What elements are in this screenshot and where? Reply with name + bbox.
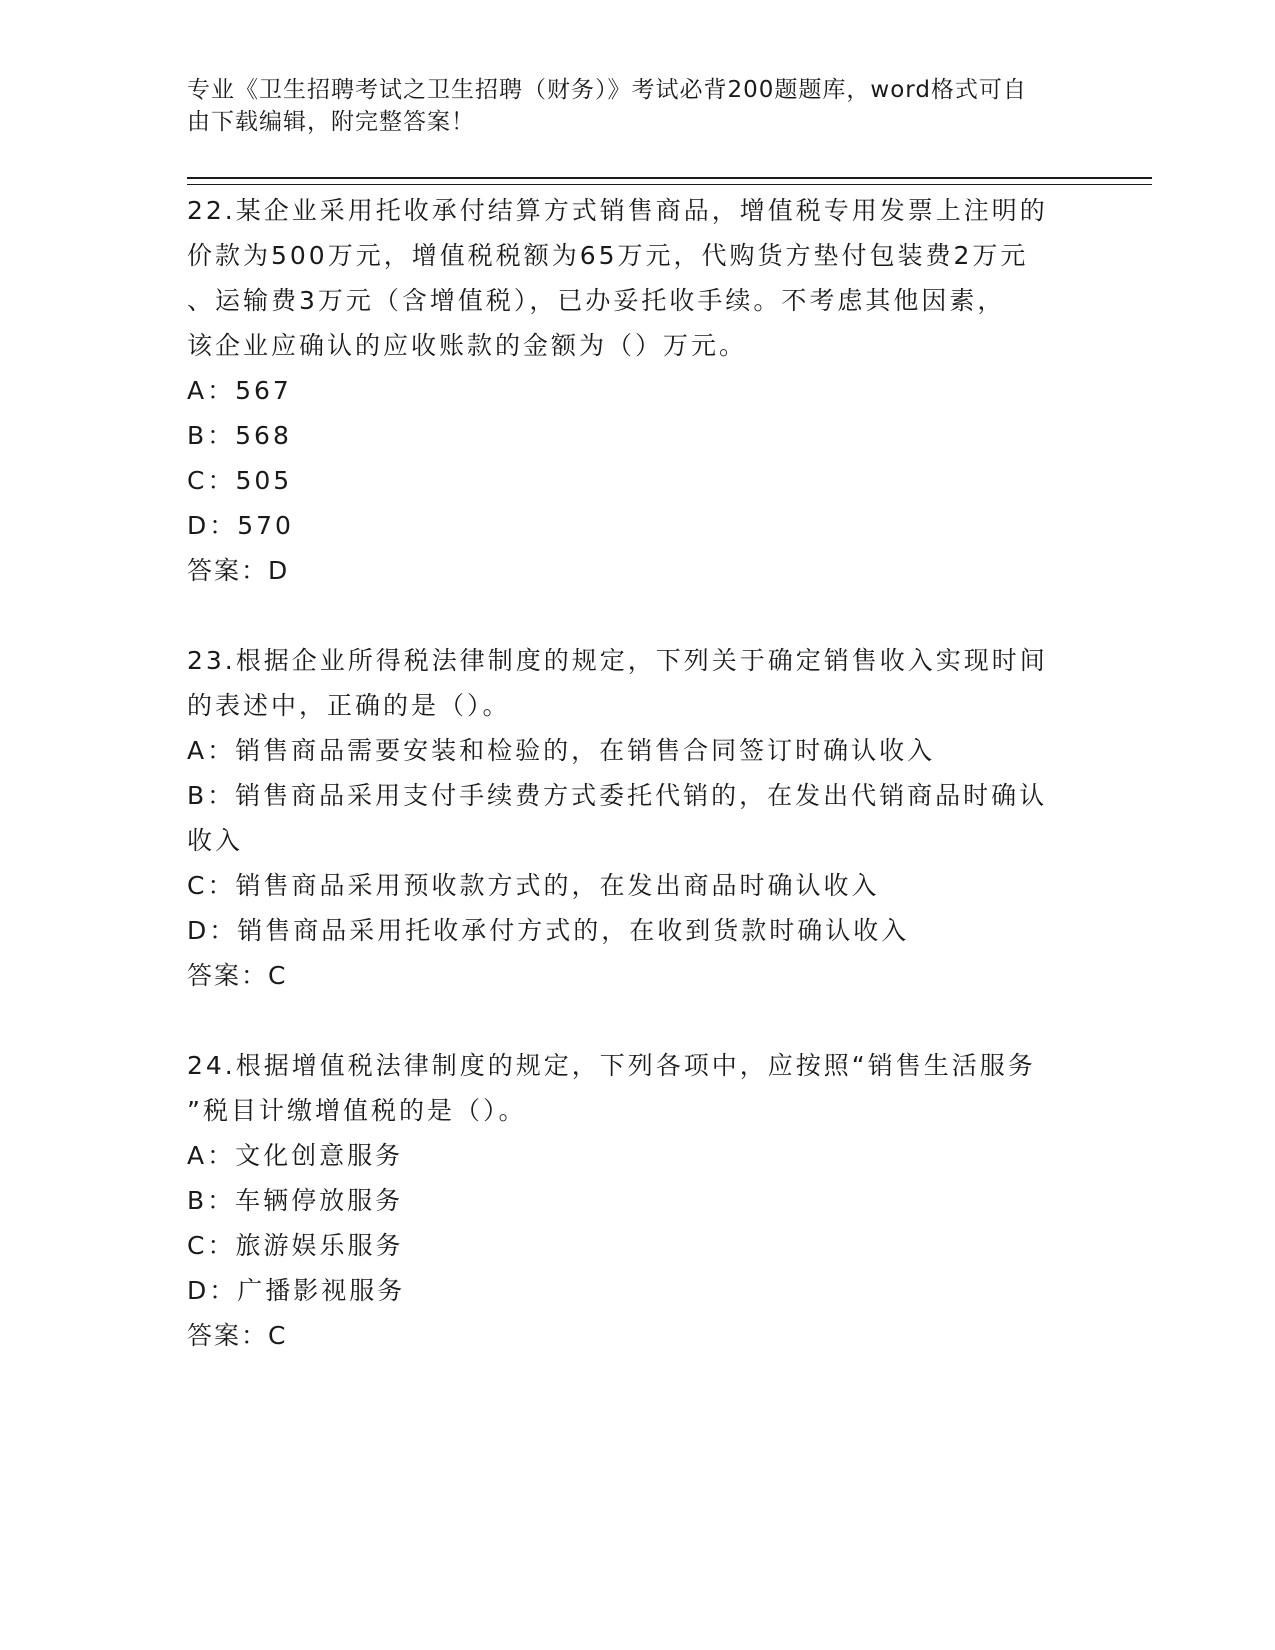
option-d: D：销售商品采用托收承付方式的，在收到货款时确认收入 — [187, 916, 910, 945]
question-23 — [187, 638, 1087, 998]
document-header — [187, 74, 1067, 138]
option-a: A：文化创意服务 — [187, 1141, 404, 1170]
option-a: A：销售商品需要安装和检验的，在销售合同签订时确认收入 — [187, 736, 936, 765]
answer: 答案：C — [187, 961, 288, 990]
option-c: C：505 — [187, 466, 293, 495]
option-b: B：568 — [187, 421, 292, 450]
question-24 — [187, 1043, 1087, 1358]
answer: 答案：D — [187, 556, 290, 585]
question-list — [187, 188, 1087, 1403]
option-c: C：销售商品采用预收款方式的，在发出商品时确认收入 — [187, 871, 880, 900]
option-b: B：车辆停放服务 — [187, 1186, 404, 1215]
option-a: A：567 — [187, 376, 292, 405]
answer: 答案：C — [187, 1321, 288, 1350]
header-line-2: 由下载编辑，附完整答案！ — [187, 109, 475, 135]
option-b: B：销售商品采用支付手续费方式委托代销的，在发出代销商品时确认 — [187, 781, 1048, 810]
question-text-line: 价款为500万元，增值税税额为65万元，代购货方垫付包装费2万元 — [187, 241, 1029, 270]
option-d: D：广播影视服务 — [187, 1276, 406, 1305]
question-text-line: 22.某企业采用托收承付结算方式销售商品，增值税专用发票上注明的 — [187, 196, 1048, 225]
question-text-line: 该企业应确认的应收账款的金额为（）万元。 — [187, 331, 748, 360]
option-c: C：旅游娱乐服务 — [187, 1231, 404, 1260]
question-22 — [187, 188, 1087, 593]
header-divider — [187, 177, 1152, 185]
question-text-line: 24.根据增值税法律制度的规定，下列各项中，应按照“销售生活服务 — [187, 1051, 1036, 1080]
question-text-line: 23.根据企业所得税法律制度的规定，下列关于确定销售收入实现时间 — [187, 646, 1048, 675]
question-text-line: 、运输费3万元（含增值税），已办妥托收手续。不考虑其他因素， — [187, 286, 1006, 315]
question-text-line: 的表述中，正确的是（）。 — [187, 691, 511, 720]
option-d: D：570 — [187, 511, 294, 540]
question-text-line: ”税目计缴增值税的是（）。 — [187, 1096, 527, 1125]
header-line-1: 专业《卫生招聘考试之卫生招聘（财务）》考试必背200题题库，word格式可自 — [187, 77, 1027, 103]
option-b-continued: 收入 — [187, 826, 244, 855]
